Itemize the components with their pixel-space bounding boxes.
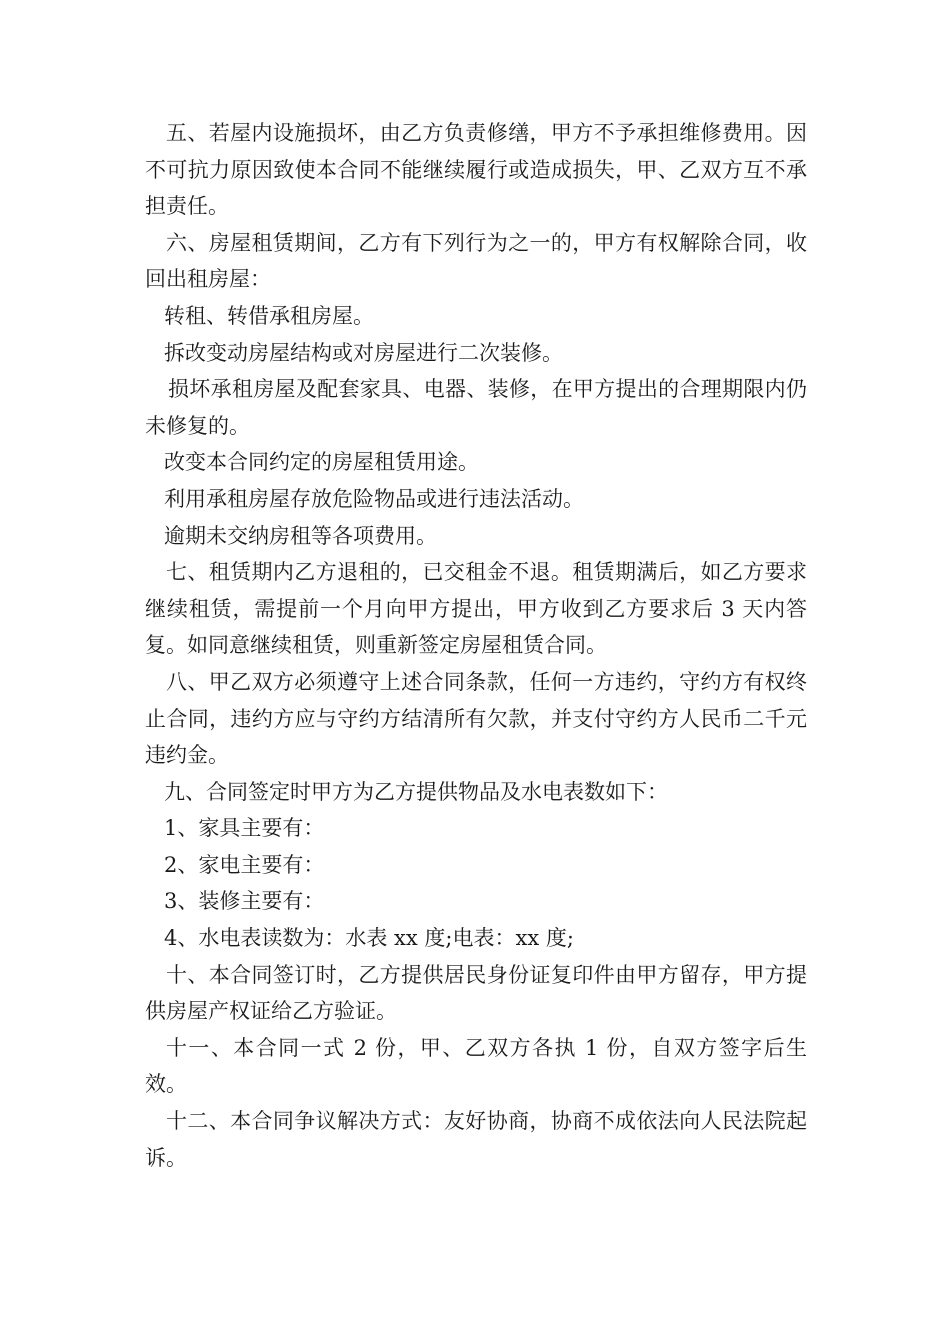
clause-6-item-1: 转租、转借承租房屋。 xyxy=(164,303,374,328)
clause-7: 七、租赁期内乙方退租的，已交租金不退。租赁期满后，如乙方要求继续租赁，需提前一个月向甲方提出，甲方收到乙方要求后 3 天内答复。如同意继续租赁，则重新签定房屋租赁合同。 xyxy=(145,560,807,658)
clause-6: 六、房屋租赁期间，乙方有下列行为之一的，甲方有权解除合同，收回出租房屋： xyxy=(145,230,807,292)
clause-11: 十一、本合同一式 2 份，甲、乙双方各执 1 份，自双方签字后生效。 xyxy=(145,1035,807,1097)
clause-12: 十二、本合同争议解决方式：友好协商，协商不成依法向人民法院起诉。 xyxy=(145,1109,807,1170)
document-body xyxy=(145,115,807,1176)
clause-9-item-4: 4、水电表读数为：水表 xx 度;电表：xx 度; xyxy=(164,926,574,951)
clause-6-item-3: 损坏承租房屋及配套家具、电器、装修，在甲方提出的合理期限内仍未修复的。 xyxy=(145,377,807,438)
clause-9: 九、合同签定时甲方为乙方提供物品及水电表数如下： xyxy=(164,779,668,804)
clause-6-item-6: 逾期未交纳房租等各项费用。 xyxy=(164,523,437,548)
clause-6-item-4: 改变本合同约定的房屋租赁用途。 xyxy=(164,450,479,475)
clause-6-item-2: 拆改变动房屋结构或对房屋进行二次装修。 xyxy=(164,340,563,365)
clause-5: 五、若屋内设施损坏，由乙方负责修缮，甲方不予承担维修费用。因不可抗力原因致使本合同不能继续履行或造成损失，甲、乙双方互不承担责任。 xyxy=(145,121,807,219)
clause-8: 八、甲乙双方必须遵守上述合同条款，任何一方违约，守约方有权终止合同，违约方应与守约方结清所有欠款，并支付守约方人民币二千元违约金。 xyxy=(145,669,807,768)
clause-10: 十、本合同签订时，乙方提供居民身份证复印件由甲方留存，甲方提供房屋产权证给乙方验证。 xyxy=(145,962,807,1024)
clause-6-item-5: 利用承租房屋存放危险物品或进行违法活动。 xyxy=(164,486,584,511)
clause-9-item-2: 2、家电主要有： xyxy=(164,852,325,877)
clause-9-item-3: 3、装修主要有： xyxy=(164,889,325,914)
clause-9-item-1: 1、家具主要有： xyxy=(164,816,325,841)
